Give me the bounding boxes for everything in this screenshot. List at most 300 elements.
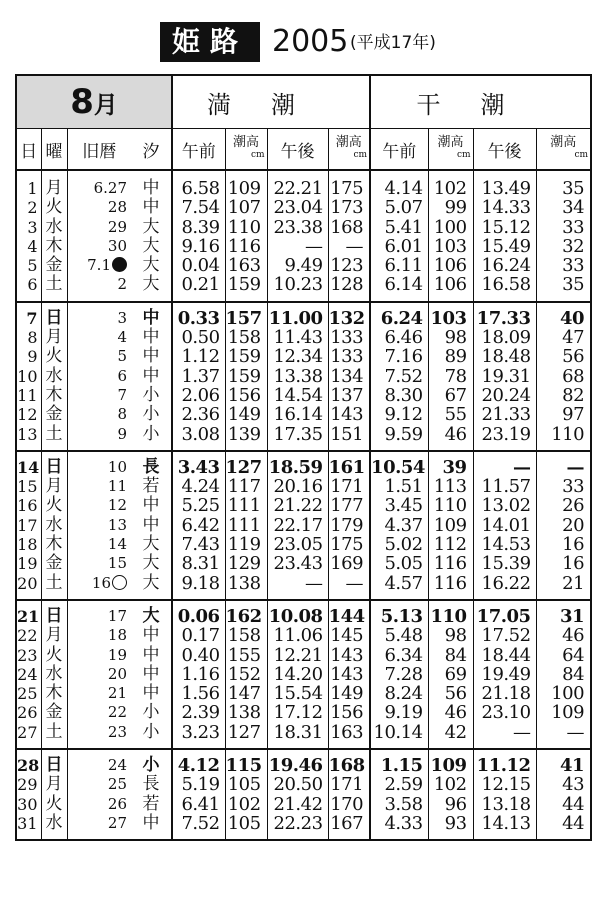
low-pm-value: — xyxy=(513,721,531,743)
low-am-value: 6.01 xyxy=(384,235,423,257)
week-block xyxy=(16,600,591,749)
day-value: 11 xyxy=(17,385,38,405)
dow-value: 火 xyxy=(45,644,63,665)
low-pm-value: 14.13 xyxy=(481,812,531,834)
low-pm-value: 19.31 xyxy=(481,365,531,387)
high-am-height-value: 105 xyxy=(227,774,261,796)
dow-value: 水 xyxy=(45,812,63,833)
high-am-height-value: 119 xyxy=(227,534,261,556)
dow-value: 月 xyxy=(45,178,63,198)
col-low-pm-height-cell xyxy=(536,749,591,840)
high-pm-height-value: 163 xyxy=(330,721,364,743)
high-pm-height-value: 177 xyxy=(330,495,364,517)
lunar-value: 14 xyxy=(107,535,127,554)
col-high-pm-cell xyxy=(267,451,328,600)
lunar-value: 12 xyxy=(107,496,127,515)
col-high-am-height: 潮高 cm xyxy=(225,129,267,171)
high-pm-value: 12.34 xyxy=(273,346,323,368)
low-am-value: 7.16 xyxy=(384,346,423,368)
low-am-value: 5.48 xyxy=(384,625,423,647)
low-am-value: 4.37 xyxy=(384,514,423,536)
lunar-value: 20 xyxy=(107,664,127,683)
col-day-cell xyxy=(16,451,41,600)
low-pm-height-value: 41 xyxy=(559,755,585,777)
high-am-height-value: 158 xyxy=(227,625,261,647)
high-am-value: 0.17 xyxy=(181,625,220,647)
tide-type-value: 中 xyxy=(142,812,160,833)
high-am-value: 2.36 xyxy=(181,404,220,426)
day-value: 14 xyxy=(17,457,40,477)
low-am-height-value: 110 xyxy=(433,495,467,517)
high-pm-height-value: 173 xyxy=(330,197,364,219)
low-am-height-value: 110 xyxy=(430,605,467,627)
high-pm-height-value: 151 xyxy=(330,423,364,445)
low-am-value: 1.15 xyxy=(380,755,423,777)
day-value: 26 xyxy=(17,703,38,723)
high-pm-height-value: 134 xyxy=(330,365,364,387)
low-am-height-value: 109 xyxy=(433,514,467,536)
low-pm-height-value: 84 xyxy=(562,663,585,685)
high-am-value: 1.56 xyxy=(181,683,220,705)
month-title xyxy=(16,75,172,129)
dow-value: 水 xyxy=(45,663,63,684)
dow-value: 日 xyxy=(45,755,63,776)
high-pm-height-value: 171 xyxy=(330,774,364,796)
low-am-height-value: 98 xyxy=(444,327,467,349)
day-value: 9 xyxy=(27,347,38,367)
col-high-pm-cell xyxy=(267,600,328,749)
tide-type-value: 大 xyxy=(142,534,160,555)
lunar-value: 6.27 xyxy=(93,179,127,197)
high-pm-height-value: 161 xyxy=(328,456,365,478)
tide-type-value: 小 xyxy=(142,404,160,425)
low-pm-height-value: 64 xyxy=(562,644,585,666)
day-value: 20 xyxy=(17,573,38,593)
lunar-value: 22 xyxy=(107,703,127,722)
low-pm-height-value: 56 xyxy=(562,346,585,368)
col-low-pm-cell xyxy=(473,170,536,302)
day-value: 6 xyxy=(27,275,38,295)
high-am-value: 7.54 xyxy=(181,197,220,219)
col-dow: 曜 xyxy=(41,129,67,171)
low-am-height-value: 116 xyxy=(433,572,467,594)
low-am-value: 4.57 xyxy=(384,572,423,594)
dow-value: 日 xyxy=(45,605,63,626)
low-pm-value: 14.53 xyxy=(481,534,531,556)
col-low-pm-height-cell xyxy=(536,170,591,302)
dow-value: 金 xyxy=(45,404,63,425)
low-pm-height-value: 33 xyxy=(562,255,585,277)
low-pm-value: 13.18 xyxy=(481,793,531,815)
tide-type-value: 大 xyxy=(142,553,160,574)
low-am-height-value: 116 xyxy=(433,553,467,575)
dow-value: 金 xyxy=(45,255,63,276)
tide-type-value: 大 xyxy=(142,255,160,276)
high-am-value: 4.24 xyxy=(181,476,220,498)
low-am-height-value: 78 xyxy=(444,365,467,387)
low-pm-height-value: 100 xyxy=(551,683,585,705)
dow-value: 水 xyxy=(45,514,63,535)
low-pm-height-value: 44 xyxy=(562,812,585,834)
lunar-value: 30 xyxy=(107,236,127,255)
high-am-value: 1.16 xyxy=(181,663,220,685)
tide-type-value: 大 xyxy=(142,216,160,237)
col-low-pm-height-cell xyxy=(536,600,591,749)
col-high-pm-cell xyxy=(267,170,328,302)
col-high-am-height-cell xyxy=(225,749,267,840)
dow-value: 火 xyxy=(45,197,63,218)
low-am-value: 5.13 xyxy=(380,605,423,627)
high-pm-height-value: 133 xyxy=(330,346,364,368)
col-high-am-height-cell xyxy=(225,302,267,451)
low-am-value: 10.54 xyxy=(371,456,425,478)
high-pm-value: 22.23 xyxy=(273,812,323,834)
high-am-height-value: 117 xyxy=(227,476,261,498)
low-pm-value: 17.05 xyxy=(476,605,531,627)
low-pm-value: 17.52 xyxy=(481,625,531,647)
high-pm-value: 22.17 xyxy=(273,514,323,536)
low-pm-height-value: 110 xyxy=(551,423,585,445)
low-tide-header: 干潮 xyxy=(370,75,591,129)
high-pm-height-value: 143 xyxy=(330,663,364,685)
high-pm-value: 23.38 xyxy=(273,216,323,238)
high-tide-header: 満潮 xyxy=(172,75,370,129)
high-pm-height-value: 143 xyxy=(330,644,364,666)
col-high-am-cell xyxy=(172,749,225,840)
low-am-value: 4.33 xyxy=(384,812,423,834)
day-value: 25 xyxy=(17,684,38,704)
high-pm-value: 9.49 xyxy=(284,255,323,277)
low-pm-height-value: 26 xyxy=(562,495,585,517)
lunar-value: 17 xyxy=(107,606,127,625)
full-moon-icon xyxy=(112,575,127,590)
high-am-value: 3.23 xyxy=(181,721,220,743)
low-am-height-value: 69 xyxy=(444,663,467,685)
tide-table xyxy=(15,74,592,841)
low-am-value: 5.02 xyxy=(384,534,423,556)
high-am-value: 2.39 xyxy=(181,702,220,724)
day-value: 24 xyxy=(17,664,38,684)
tide-type-value: 中 xyxy=(142,365,160,386)
tide-type-value: 小 xyxy=(142,721,160,742)
high-am-height-value: 105 xyxy=(227,812,261,834)
tide-type-value: 長 xyxy=(142,456,160,477)
low-pm-value: 14.33 xyxy=(481,197,531,219)
high-pm-value: 10.08 xyxy=(268,605,323,627)
high-pm-height-value: — xyxy=(345,235,364,257)
low-pm-value: 23.19 xyxy=(481,423,531,445)
col-day-cell xyxy=(16,170,41,302)
month-kanji: 月 xyxy=(93,91,118,119)
high-pm-value: 23.05 xyxy=(273,534,323,556)
high-pm-height-value: 145 xyxy=(330,625,364,647)
col-day-cell xyxy=(16,749,41,840)
col-tide-type-cell xyxy=(131,170,172,302)
col-dow-cell xyxy=(41,451,67,600)
day-value: 31 xyxy=(17,813,38,833)
col-dow-cell xyxy=(41,170,67,302)
day-value: 1 xyxy=(27,179,38,198)
high-am-height-value: 115 xyxy=(225,755,262,777)
new-moon-icon xyxy=(112,257,127,272)
col-low-am-cell xyxy=(370,302,428,451)
high-am-height-value: 159 xyxy=(227,274,261,296)
lunar-value: 29 xyxy=(107,217,127,236)
low-am-height-value: 102 xyxy=(433,774,467,796)
low-am-value: 4.14 xyxy=(384,178,423,199)
col-lunar-cell xyxy=(67,749,131,840)
low-am-value: 5.05 xyxy=(384,553,423,575)
low-pm-height-value: 40 xyxy=(559,307,585,329)
dow-value: 水 xyxy=(45,365,63,386)
col-high-am-cell xyxy=(172,302,225,451)
col-low-am: 午前 xyxy=(370,129,428,171)
tide-type-value: 長 xyxy=(142,774,160,795)
week-block xyxy=(16,749,591,840)
col-lunar: 旧暦 xyxy=(67,129,131,171)
day-value: 17 xyxy=(17,515,38,535)
low-am-height-value: 109 xyxy=(430,755,467,777)
tide-type-value: 中 xyxy=(142,178,160,198)
high-pm-height-value: 144 xyxy=(328,605,365,627)
lunar-value: 6 xyxy=(117,366,127,385)
high-pm-height-value: 168 xyxy=(328,755,365,777)
col-tide-type: 汐 xyxy=(131,129,172,171)
col-tide-type-cell xyxy=(131,600,172,749)
day-value: 7 xyxy=(26,308,38,328)
low-pm-value: 15.49 xyxy=(481,235,531,257)
week-block xyxy=(16,451,591,600)
lunar-value: 21 xyxy=(107,684,127,703)
tide-type-value: 中 xyxy=(142,644,160,665)
low-am-value: 2.59 xyxy=(384,774,423,796)
lunar-value: 5 xyxy=(117,347,127,366)
high-pm-value: 23.43 xyxy=(273,553,323,575)
day-value: 13 xyxy=(17,424,38,444)
col-low-am-cell xyxy=(370,451,428,600)
low-pm-height-value: 33 xyxy=(562,476,585,498)
high-pm-value: — xyxy=(305,235,323,257)
low-pm-height-value: 82 xyxy=(562,384,585,406)
low-am-height-value: 42 xyxy=(444,721,467,743)
dow-value: 火 xyxy=(45,495,63,516)
low-pm-value: 15.39 xyxy=(481,553,531,575)
low-pm-value: 11.12 xyxy=(476,755,531,777)
col-high-pm: 午後 xyxy=(267,129,328,171)
low-am-height-value: 96 xyxy=(444,793,467,815)
lunar-value: 24 xyxy=(107,756,127,775)
high-am-value: 5.19 xyxy=(181,774,220,796)
low-am-value: 6.24 xyxy=(380,307,423,329)
low-pm-height-value: — xyxy=(566,721,585,743)
high-am-height-value: 109 xyxy=(227,178,261,199)
col-high-pm-cell xyxy=(267,749,328,840)
dow-value: 木 xyxy=(45,384,63,405)
low-am-value: 8.24 xyxy=(384,683,423,705)
tide-type-value: 中 xyxy=(142,683,160,704)
high-pm-value: 18.31 xyxy=(273,721,323,743)
high-pm-value: 12.21 xyxy=(273,644,323,666)
lunar-value: 7.1 xyxy=(68,256,128,275)
low-pm-height-value: 16 xyxy=(562,534,585,556)
low-am-value: 9.19 xyxy=(384,702,423,724)
low-pm-value: 16.22 xyxy=(481,572,531,594)
high-pm-height-value: 143 xyxy=(330,404,364,426)
low-am-value: 6.46 xyxy=(384,327,423,349)
dow-value: 土 xyxy=(45,274,63,295)
high-pm-height-value: 167 xyxy=(330,812,364,834)
low-pm-height-value: 109 xyxy=(551,702,585,724)
low-pm-value: 12.15 xyxy=(481,774,531,796)
low-pm-height-value: 43 xyxy=(562,774,585,796)
low-pm-height-value: 35 xyxy=(562,274,585,296)
low-pm-value: 23.10 xyxy=(481,702,531,724)
col-low-pm-cell xyxy=(473,302,536,451)
high-am-value: 8.39 xyxy=(181,216,220,238)
lunar-value: 25 xyxy=(107,775,127,794)
high-pm-value: 21.42 xyxy=(273,793,323,815)
low-am-value: 6.34 xyxy=(384,644,423,666)
col-high-am-height-cell xyxy=(225,170,267,302)
low-pm-value: 21.18 xyxy=(481,683,531,705)
lunar-value: 26 xyxy=(107,794,127,813)
high-pm-height-value: 175 xyxy=(330,534,364,556)
col-lunar-cell xyxy=(67,451,131,600)
dow-value: 土 xyxy=(45,721,63,742)
col-lunar-cell xyxy=(67,170,131,302)
high-pm-height-value: 175 xyxy=(330,178,364,199)
low-am-value: 7.28 xyxy=(384,663,423,685)
week-block xyxy=(16,302,591,451)
tide-type-value: 中 xyxy=(142,307,160,328)
high-am-value: 0.04 xyxy=(181,255,220,277)
col-lunar-cell xyxy=(67,302,131,451)
low-pm-height-value: 35 xyxy=(562,178,585,199)
low-am-height-value: 113 xyxy=(433,476,467,498)
lunar-value: 23 xyxy=(107,722,127,741)
tide-type-value: 大 xyxy=(142,235,160,256)
day-value: 18 xyxy=(17,535,38,555)
low-pm-value: 11.57 xyxy=(481,476,531,498)
high-am-height-value: 110 xyxy=(227,216,261,238)
high-am-value: 8.31 xyxy=(181,553,220,575)
low-pm-value: 17.33 xyxy=(476,307,531,329)
col-high-am: 午前 xyxy=(172,129,225,171)
low-pm-value: 18.09 xyxy=(481,327,531,349)
col-low-pm-height-cell xyxy=(536,451,591,600)
day-value: 5 xyxy=(27,256,38,276)
lunar-value: 9 xyxy=(117,424,127,443)
lunar-value: 13 xyxy=(107,515,127,534)
high-am-height-value: 127 xyxy=(225,456,262,478)
column-headers xyxy=(16,129,591,171)
col-high-am-cell xyxy=(172,600,225,749)
col-low-am-height-cell xyxy=(428,600,473,749)
high-am-height-value: 102 xyxy=(227,793,261,815)
high-pm-height-value: 171 xyxy=(330,476,364,498)
col-low-pm-cell xyxy=(473,451,536,600)
high-am-value: 0.40 xyxy=(181,644,220,666)
dow-value: 水 xyxy=(45,216,63,237)
high-am-value: 0.06 xyxy=(177,605,220,627)
high-pm-value: 23.04 xyxy=(273,197,323,219)
low-pm-value: 20.24 xyxy=(481,384,531,406)
col-high-pm-height-cell xyxy=(328,600,370,749)
low-am-value: 9.12 xyxy=(384,404,423,426)
high-am-height-value: 111 xyxy=(227,514,261,536)
low-pm-value: 16.58 xyxy=(481,274,531,296)
low-am-height-value: 67 xyxy=(444,384,467,406)
dow-value: 土 xyxy=(45,423,63,444)
low-am-value: 6.11 xyxy=(384,255,423,277)
dow-value: 木 xyxy=(45,534,63,555)
low-am-height-value: 106 xyxy=(433,274,467,296)
high-am-height-value: 163 xyxy=(227,255,261,277)
high-am-value: 1.12 xyxy=(181,346,220,368)
low-pm-height-value: 33 xyxy=(562,216,585,238)
tide-type-value: 若 xyxy=(142,793,160,814)
low-am-height-value: 84 xyxy=(444,644,467,666)
high-am-height-value: 129 xyxy=(227,553,261,575)
lunar-value: 11 xyxy=(107,477,127,496)
dow-value: 火 xyxy=(45,793,63,814)
tide-type-value: 小 xyxy=(142,755,160,776)
low-am-height-value: 99 xyxy=(444,197,467,219)
day-value: 2 xyxy=(27,198,38,218)
high-pm-value: 14.20 xyxy=(273,663,323,685)
low-pm-value: 18.44 xyxy=(481,644,531,666)
col-low-am-cell xyxy=(370,749,428,840)
low-am-height-value: 103 xyxy=(433,235,467,257)
col-tide-type-cell xyxy=(131,749,172,840)
tide-type-value: 大 xyxy=(142,605,160,626)
high-pm-value: 20.50 xyxy=(273,774,323,796)
high-am-height-value: 149 xyxy=(227,404,261,426)
high-am-height-value: 127 xyxy=(227,721,261,743)
day-value: 12 xyxy=(17,405,38,425)
lunar-value: 4 xyxy=(117,328,127,347)
col-high-am-height-cell xyxy=(225,451,267,600)
day-value: 16 xyxy=(17,496,38,516)
low-am-value: 10.14 xyxy=(373,721,423,743)
low-pm-value: 21.33 xyxy=(481,404,531,426)
tide-type-value: 小 xyxy=(142,702,160,723)
col-day-cell xyxy=(16,302,41,451)
low-am-value: 6.14 xyxy=(384,274,423,296)
high-am-height-value: 155 xyxy=(227,644,261,666)
tide-type-value: 中 xyxy=(142,663,160,684)
low-pm-value: 13.49 xyxy=(481,178,531,199)
low-pm-value: 13.02 xyxy=(481,495,531,517)
dow-value: 土 xyxy=(45,572,63,593)
col-low-pm: 午後 xyxy=(473,129,536,171)
high-am-height-value: 159 xyxy=(227,365,261,387)
high-am-value: 6.42 xyxy=(181,514,220,536)
col-high-pm-height-cell xyxy=(328,451,370,600)
high-pm-height-value: 168 xyxy=(330,216,364,238)
dow-value: 金 xyxy=(45,553,63,574)
tide-type-value: 小 xyxy=(142,384,160,405)
low-am-height-value: 46 xyxy=(444,423,467,445)
day-value: 21 xyxy=(17,606,40,626)
day-value: 15 xyxy=(17,477,38,497)
high-am-value: 1.37 xyxy=(181,365,220,387)
dow-value: 木 xyxy=(45,683,63,704)
dow-value: 月 xyxy=(45,327,63,348)
col-tide-type-cell xyxy=(131,451,172,600)
high-am-value: 7.43 xyxy=(181,534,220,556)
low-pm-height-value: 47 xyxy=(562,327,585,349)
